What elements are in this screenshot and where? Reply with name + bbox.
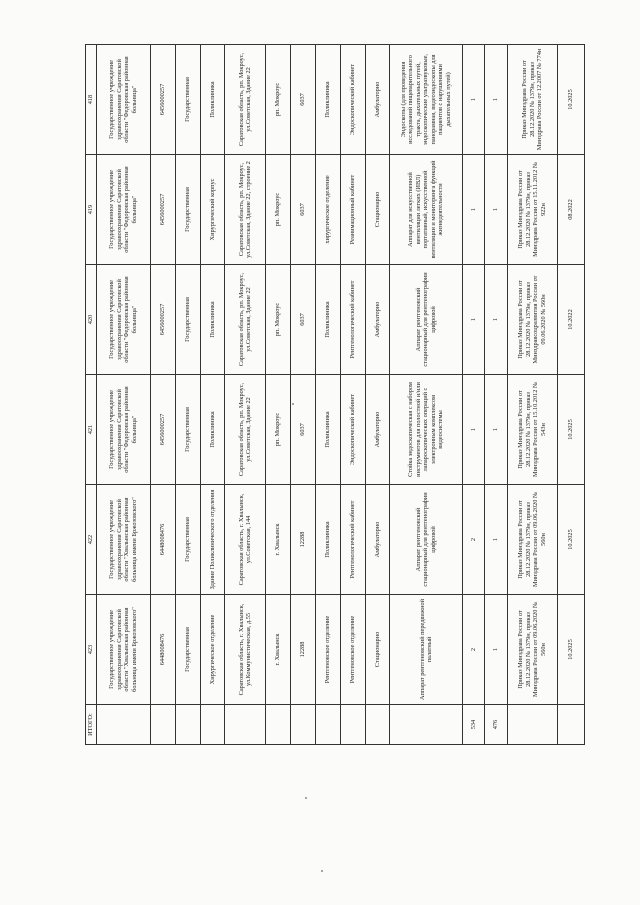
table-cell: Приказ Минздрава России от 28.12.2020 № 1379н, приказ Минздрава России от 12.2007 № 774н <box>507 45 557 155</box>
table-cell: 2 <box>462 595 485 705</box>
table-cell: 6037 <box>290 155 315 265</box>
table-cell: 6448008476 <box>150 485 175 595</box>
header-col-cell: 420 <box>86 265 97 375</box>
table-cell: Государственное учреждение здравоохранения Саратовской области "Федоровская районная больница" <box>96 375 150 485</box>
table-cell: Рентгенологический кабинет <box>340 485 365 595</box>
table-cell: Рентгеновское отделение <box>340 595 365 705</box>
row-label-cell <box>315 705 340 745</box>
table-cell: Поликлиника <box>200 375 225 485</box>
table-cell: Поликлиника <box>315 375 340 485</box>
header-label-cell: ИТОГО: <box>86 705 97 745</box>
table-cell: Государственная <box>175 265 200 375</box>
table-cell: Приказ Минздрава России от 28.12.2020 № 1379н, приказ Минздрава России от 15.10.2012 № 543н <box>507 375 557 485</box>
table-cell: 6037 <box>290 375 315 485</box>
table-cell: 1 <box>485 155 508 265</box>
table-cell: 10.2022 <box>557 265 584 375</box>
table-row <box>557 45 584 745</box>
scan-speck <box>321 870 323 872</box>
table-cell: г. Хвалынск <box>266 595 291 705</box>
table-cell: 6037 <box>290 45 315 155</box>
table-cell: Государственное учреждение здравоохранения Саратовской области "Хвалынская районная больница имени Бржозовского" <box>96 485 150 595</box>
table-cell: рп. Мокроус <box>266 45 291 155</box>
header-col-cell: 422 <box>86 485 97 595</box>
table-cell: Эндоскопический кабинет <box>340 375 365 485</box>
equipment-table <box>85 44 585 745</box>
scan-speck <box>292 403 294 405</box>
table-cell: Здание Поликлинического отделения <box>200 485 225 595</box>
table-cell: хирургическое отделение <box>315 155 340 265</box>
table-cell: Государственное учреждение здравоохранения Саратовской области "Федоровская районная больница" <box>96 45 150 155</box>
table-cell: Саратовская область, рп. Мокроус, ул.Советская, Здание 22 <box>225 265 266 375</box>
table-cell: Поликлиника <box>200 45 225 155</box>
table-cell: 10.2025 <box>557 45 584 155</box>
table-cell: Эндоскопический кабинет <box>340 45 365 155</box>
table-cell: Аппарат рентгеновский передвижной палатный <box>390 595 462 705</box>
table-cell: Амбулаторно <box>365 375 390 485</box>
table-cell: Приказ Минздрава России от 28.12.2020 № 1379н, приказ Минздрава России от 09.06.2020 № 560н <box>507 595 557 705</box>
table-cell: рп. Мокроус <box>266 265 291 375</box>
table-cell: 1 <box>462 45 485 155</box>
row-label-cell <box>225 705 266 745</box>
rotated-table-frame <box>85 45 585 745</box>
header-col-cell: 423 <box>86 595 97 705</box>
table-cell: Стойка эндоскопическая с набором инструментов для полостной и/или лапароскопических операций с электронным комплексом видеосистемы <box>390 375 462 485</box>
table-cell: рп. Мокроус <box>266 155 291 265</box>
row-label-cell <box>507 705 557 745</box>
table-cell: Государственная <box>175 595 200 705</box>
row-label-cell: 534 <box>462 705 485 745</box>
table-cell: г. Хвалынск <box>266 485 291 595</box>
table-row <box>390 45 462 745</box>
table-row <box>175 45 200 745</box>
row-label-cell <box>200 705 225 745</box>
table-cell: Саратовская область, г. Хвалынск, ул.Советская, 144 <box>225 485 266 595</box>
table-row <box>200 45 225 745</box>
row-label-cell <box>150 705 175 745</box>
table-cell: 2 <box>462 485 485 595</box>
table-cell: Стационарно <box>365 155 390 265</box>
table-cell: Хирургический корпус <box>200 155 225 265</box>
table-header-row <box>86 45 97 745</box>
header-col-cell: 419 <box>86 155 97 265</box>
table-cell: 6456000257 <box>150 45 175 155</box>
table-row <box>462 45 485 745</box>
table-cell: Государственное учреждение здравоохранения Саратовской области "Федоровская районная больница" <box>96 155 150 265</box>
table-cell: рп. Мокроус <box>266 375 291 485</box>
table-cell: 6456000257 <box>150 155 175 265</box>
table-cell: 1 <box>462 265 485 375</box>
table-cell: Государственная <box>175 375 200 485</box>
header-col-cell: 421 <box>86 375 97 485</box>
table-row <box>96 45 150 745</box>
table-cell: Саратовская область, г. Хвалынск, ул.Коммунистическая, д.55 <box>225 595 266 705</box>
table-cell: Поликлиника <box>315 265 340 375</box>
row-label-cell <box>390 705 462 745</box>
table-cell: Поликлиника <box>315 45 340 155</box>
table-cell: 6448008476 <box>150 595 175 705</box>
table-cell: Стационарно <box>365 595 390 705</box>
table-row <box>507 45 557 745</box>
table-row <box>365 45 390 745</box>
table-cell: Аппарат рентгеновский стационарный для рентгенографии цифровой <box>390 485 462 595</box>
table-cell: 1 <box>485 265 508 375</box>
table-cell: Аппарат рентгеновский стационарный для рентгенографии цифровой <box>390 265 462 375</box>
table-cell: 1 <box>485 485 508 595</box>
table-cell: Государственная <box>175 485 200 595</box>
table-cell: Приказ Минздрава России от 28.12.2020 № 1379н, приказ Минздрава России от 15.11.2012 № 922н <box>507 155 557 265</box>
row-label-cell <box>96 705 150 745</box>
table-cell: Приказ Минздрава России от 28.12.2020 № 1379н, приказ Минздрава России от 09.06.2020 № 560н <box>507 485 557 595</box>
scan-speck <box>305 797 307 799</box>
table-cell: 1 <box>485 45 508 155</box>
table-cell: 12288 <box>290 485 315 595</box>
table-body <box>96 45 584 745</box>
table-cell: 1 <box>462 375 485 485</box>
row-label-cell <box>340 705 365 745</box>
table-cell: Рентгеновское отделение <box>315 595 340 705</box>
row-label-cell <box>266 705 291 745</box>
table-cell: 6037 <box>290 265 315 375</box>
table-cell: 1 <box>485 595 508 705</box>
row-label-cell <box>290 705 315 745</box>
row-label-cell <box>557 705 584 745</box>
table-cell: Амбулаторно <box>365 45 390 155</box>
table-cell: Рентгенологический кабинет <box>340 265 365 375</box>
table-cell: Амбулаторно <box>365 265 390 375</box>
table-cell: 10.2025 <box>557 375 584 485</box>
table-cell: 1 <box>462 155 485 265</box>
table-cell: 6456000257 <box>150 265 175 375</box>
table-cell: Поликлиника <box>315 485 340 595</box>
table-cell: Реанимационный кабинет <box>340 155 365 265</box>
table-cell: Хирургическое отделение <box>200 595 225 705</box>
table-cell: Эндоскопы (для проведения исследований пищеварительного тракта, дыхательных путей, эндоскопические ультразвуковые, панорамная, видеоэндоскопы для пациентов с нарушениями дыхательных путей) <box>390 45 462 155</box>
table-cell: Саратовская область, рп. Мокроус, ул.Советская, Здание 22, строение 2 <box>225 155 266 265</box>
table-cell: 10.2025 <box>557 485 584 595</box>
header-col-cell: 418 <box>86 45 97 155</box>
table-cell: Государственная <box>175 155 200 265</box>
table-cell: Саратовская область, рп. Мокроус, ул.Советская, Здание 22 <box>225 45 266 155</box>
table-row <box>150 45 175 745</box>
row-label-cell: 476 <box>485 705 508 745</box>
table-cell: Саратовская область, рп. Мокроус, ул.Советская, Здание 22 <box>225 375 266 485</box>
table-row <box>266 45 291 745</box>
table-row <box>315 45 340 745</box>
table-row <box>485 45 508 745</box>
table-cell: Аппарат для искусственной вентиляции легких (ИВЛ) портативный, искусственной вентиляции и мониторинга функций жизнедеятельности <box>390 155 462 265</box>
table-row <box>290 45 315 745</box>
table-cell: 10.2025 <box>557 595 584 705</box>
table-cell: 08.2022 <box>557 155 584 265</box>
table-cell: Государственное учреждение здравоохранения Саратовской области "Хвалынская районная больница имени Бржозовского" <box>96 595 150 705</box>
table-row <box>340 45 365 745</box>
table-cell: Государственная <box>175 45 200 155</box>
table-cell: 12288 <box>290 595 315 705</box>
table-row <box>225 45 266 745</box>
table-cell: 6456000257 <box>150 375 175 485</box>
row-label-cell <box>175 705 200 745</box>
table-cell: Амбулаторно <box>365 485 390 595</box>
table-cell: Приказ Минздрава России от 28.12.2020 № 1379н, приказ Минздравсоцразвития России от 09.06.2020 № 560н <box>507 265 557 375</box>
table-cell: Государственное учреждение здравоохранения Саратовской области "Федоровская районная больница" <box>96 265 150 375</box>
row-label-cell <box>365 705 390 745</box>
table-cell: 1 <box>485 375 508 485</box>
table-cell: Поликлиника <box>200 265 225 375</box>
